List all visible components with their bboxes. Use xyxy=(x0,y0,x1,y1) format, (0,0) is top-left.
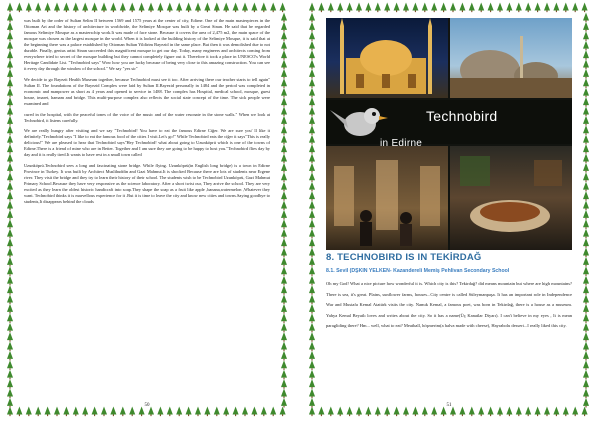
tree-icon xyxy=(583,370,589,380)
tree-icon xyxy=(309,97,315,107)
tree-icon xyxy=(478,3,484,13)
tree-icon xyxy=(309,144,315,154)
tree-icon xyxy=(583,107,589,117)
right-page-text: Oh my God! What a nice picture how wonderful it is. Which city is this? Tekirdağ? did means mountain but where are high mountains? There is sea, it's great. Plains, sunflower farms, houses...City centre is called Süleymanpaşa. It has an important role in Independence War and Mustafa Kemal Atatürk visits the city. Namık Kemal, a famous poet, was born in Tekirdağ, there is a house as a museum. Yahya Kemal Beyatlı loves and writes about the city. So it has a name(Üç Kanatlar Diyarı). I can't believe in my eyes , It is mean paragliding there? Hm... well, what to eat? Meatball, höşmerim(a halva made with cheese), Hayrabolu dessert...I really liked this city. xyxy=(326,281,572,329)
tree-icon xyxy=(7,191,13,201)
tree-icon xyxy=(563,3,569,13)
tree-icon xyxy=(422,3,428,13)
tree-icon xyxy=(281,257,287,267)
tree-icon xyxy=(7,135,13,145)
tree-icon xyxy=(309,342,315,352)
tree-icon xyxy=(506,3,512,13)
tree-icon xyxy=(583,125,589,135)
tree-icon xyxy=(583,351,589,361)
tree-icon xyxy=(583,332,589,342)
tree-icon xyxy=(412,3,418,13)
tree-icon xyxy=(583,238,589,248)
tree-icon xyxy=(7,69,13,79)
tree-icon xyxy=(309,78,315,88)
mosque-photo xyxy=(326,18,448,98)
tree-icon xyxy=(309,88,315,98)
tree-icon xyxy=(309,13,315,23)
tree-icon xyxy=(583,41,589,51)
title-band xyxy=(326,100,572,144)
chapter-heading: 8. TECHNOBIRD IS IN TEKİRDAĞ xyxy=(326,252,482,263)
food-photo xyxy=(380,138,572,250)
tree-icon xyxy=(223,3,229,13)
tree-icon xyxy=(583,182,589,192)
tree-icon xyxy=(7,60,13,70)
tree-icon xyxy=(270,3,276,13)
tree-icon xyxy=(7,257,13,267)
tree-icon xyxy=(394,3,400,13)
tree-icon xyxy=(281,135,287,145)
tree-icon xyxy=(148,3,154,13)
tree-icon xyxy=(309,31,315,41)
tree-icon xyxy=(582,3,588,13)
tree-icon xyxy=(7,342,13,352)
tree-icon xyxy=(7,107,13,117)
tree-icon xyxy=(583,201,589,211)
tree-icon xyxy=(309,125,315,135)
tree-icon xyxy=(535,3,541,13)
paragraph-2: We decide to go Bayezit Health Museum together, because Technobird must see it too. After arriving there our teacher starts to tell again" Sultan II. The foundations of the Bayezid Complex were laid by Sultan II.Bayezid personally in 1484 and the period was completed in economic and manpower as short as 4 years and opened to service in 1488. The complex has Hospital, medical school, mosque, guest house, imaret, hamam and bridge. This multi-purpose complex also reflects the social state concept of the time. The sick people were examined and xyxy=(24,76,270,107)
tree-icon xyxy=(309,22,315,32)
tree-icon xyxy=(7,3,13,13)
tree-icon xyxy=(7,88,13,98)
tree-icon xyxy=(281,163,287,173)
tree-icon xyxy=(583,323,589,333)
tree-icon xyxy=(281,97,287,107)
tree-icon xyxy=(281,342,287,352)
tree-icon xyxy=(281,229,287,239)
left-page xyxy=(4,2,290,420)
tree-icon xyxy=(356,3,362,13)
tree-icon xyxy=(281,323,287,333)
tree-icon xyxy=(309,135,315,145)
tree-icon xyxy=(281,351,287,361)
tree-icon xyxy=(431,3,437,13)
tree-icon xyxy=(309,163,315,173)
tree-icon xyxy=(309,266,315,276)
tree-icon xyxy=(583,313,589,323)
tree-icon xyxy=(281,41,287,51)
tree-icon xyxy=(92,3,98,13)
tree-icon xyxy=(7,31,13,41)
tree-icon xyxy=(583,135,589,145)
tree-icon xyxy=(7,229,13,239)
tree-icon xyxy=(281,191,287,201)
tree-icon xyxy=(281,379,287,389)
tree-icon xyxy=(204,3,210,13)
tree-icon xyxy=(403,3,409,13)
tree-icon xyxy=(7,389,13,399)
tree-icon xyxy=(7,97,13,107)
tree-icon xyxy=(309,285,315,295)
tree-icon xyxy=(195,3,201,13)
tree-icon xyxy=(583,229,589,239)
tree-icon xyxy=(583,285,589,295)
tree-icon xyxy=(186,3,192,13)
tree-icon xyxy=(7,379,13,389)
tree-icon xyxy=(281,313,287,323)
tree-icon xyxy=(281,172,287,182)
page-number-left: 50 xyxy=(144,403,150,408)
tree-icon xyxy=(309,50,315,60)
tree-icon xyxy=(583,342,589,352)
tree-icon xyxy=(281,360,287,370)
tree-icon xyxy=(16,3,22,13)
tree-icon xyxy=(450,3,456,13)
tree-icon xyxy=(459,3,465,13)
paragraph-5: Uzunköprü.Technobird sees a long and fascinating stone bridge. While flying. Uzunköprü(in English long bridge) is a town in Edirne Province in Turkey. It was built by Architect Muslihuddin and Gazi Mahmut.It is shocked Because there are lots of students near Ergene river. They visit the bridge and they try to learn their history of their school. The students wish to be Technobird Uzunköprü, Gazi Mahmut Primary School.Because they have very responsive as the science laboratory. After a short twist our, They arrive the school. They are very excited as they learn the oldest historic handicraft into soap.They shape the soap as a fruit like apple ,banana,watermelon ,Whatever they want. Technobird thinks it is marvellous experience for it .But it is time to leave the city and know new cities and towns.Saying goodbye to students,It disappears behind the clouds xyxy=(24,162,270,205)
tree-icon xyxy=(176,3,182,13)
tree-icon xyxy=(281,332,287,342)
tree-icon xyxy=(309,69,315,79)
tree-icon xyxy=(7,125,13,135)
tree-icon xyxy=(7,219,13,229)
tree-icon xyxy=(63,3,69,13)
tree-icon xyxy=(309,107,315,117)
tree-icon xyxy=(488,3,494,13)
tree-icon xyxy=(35,3,41,13)
photo-collage xyxy=(326,18,572,250)
tree-icon xyxy=(328,3,334,13)
tree-icon xyxy=(82,3,88,13)
tree-icon xyxy=(7,13,13,23)
tree-icon xyxy=(167,3,173,13)
tree-icon xyxy=(281,219,287,229)
tree-icon xyxy=(7,154,13,164)
tree-icon xyxy=(583,257,589,267)
tree-icon xyxy=(233,3,239,13)
tree-icon xyxy=(309,219,315,229)
tree-icon xyxy=(309,389,315,399)
tree-icon xyxy=(281,370,287,380)
tree-icon xyxy=(583,13,589,23)
tree-icon xyxy=(583,31,589,41)
tree-icon xyxy=(7,313,13,323)
tree-icon xyxy=(281,31,287,41)
tree-icon xyxy=(583,191,589,201)
tree-icon xyxy=(583,97,589,107)
tree-icon xyxy=(281,248,287,258)
tree-icon xyxy=(516,3,522,13)
tree-icon xyxy=(309,276,315,286)
tree-icon xyxy=(309,370,315,380)
tree-icon xyxy=(583,154,589,164)
tree-icon xyxy=(73,3,79,13)
tree-icon xyxy=(7,41,13,51)
tree-icon xyxy=(309,172,315,182)
tree-icon xyxy=(583,172,589,182)
tree-icon xyxy=(583,69,589,79)
tree-icon xyxy=(309,229,315,239)
tree-icon xyxy=(7,266,13,276)
tree-icon xyxy=(281,13,287,23)
tree-icon xyxy=(309,332,315,342)
tree-icon xyxy=(281,22,287,32)
tree-icon xyxy=(318,3,324,13)
tree-icon xyxy=(26,3,32,13)
paragraph-1: was built by the order of Sultan Selim II between 1569 and 1575 years at the center of city, Edirne. One of the main masterpieces in the Ottoman Art and the history of architecture in worldwide, the Selimiye Mosque was built by a Great Sinan. He said that he regarded famous Selimiye Mosque as a masterschip work.It was made of face stone. Because it covers the area of 2,475 m2, the main space of the mosque was chosen as the largest mosque in the world. When it is looked at the building history of the Selimiye Mosque, it is said that at the beginning there was a palace established by Ottoman Sultan Yildirim Bayezid in the same place. But then it was demolished due to not durable. Finally, genius artist Sinan succeeded this magnificent mosque to get our day. Today, many engineers and architects coming from everywhere tried to secret of the mosque building but they cannot completely figure out it. Therefore it took a place in UNESCO's World Heritage Candidate List. "Technobird says" Wow how you are lucky because of being very close to this amazing construction. You can see it every day through the window of the school." We say "yes sir" xyxy=(24,18,270,72)
tree-icon xyxy=(309,257,315,267)
tree-icon xyxy=(129,3,135,13)
tree-icon xyxy=(7,78,13,88)
tree-icon xyxy=(281,88,287,98)
right-page xyxy=(306,2,592,420)
tree-icon xyxy=(281,125,287,135)
tree-icon xyxy=(309,182,315,192)
tree-icon xyxy=(365,3,371,13)
sub-heading: 8.1. Sevil (DŞKIN YELKEN- Kazandereli Memiş Pehlivan Secondary School xyxy=(326,268,510,274)
tree-icon xyxy=(281,78,287,88)
tree-icon xyxy=(309,379,315,389)
tree-icon xyxy=(309,154,315,164)
tree-icon xyxy=(45,3,51,13)
tree-icon xyxy=(7,323,13,333)
tree-icon xyxy=(583,116,589,126)
tree-icon xyxy=(281,389,287,399)
tree-icon xyxy=(309,191,315,201)
tree-icon xyxy=(583,210,589,220)
tree-icon xyxy=(281,276,287,286)
tree-icon xyxy=(309,210,315,220)
left-page-text xyxy=(24,18,270,210)
tree-icon xyxy=(525,3,531,13)
paragraph-3: cured in the hospital, with the peaceful tones of the voice of the music and of the water resonate in the stone walls." When we look at Technobird, it listens carefully. xyxy=(24,111,270,123)
tree-icon xyxy=(281,266,287,276)
tree-icon xyxy=(497,3,503,13)
tree-icon xyxy=(251,3,257,13)
tree-icon xyxy=(583,276,589,286)
tree-icon xyxy=(583,304,589,314)
domes-photo xyxy=(450,18,572,98)
tree-icon xyxy=(281,116,287,126)
tree-icon xyxy=(281,69,287,79)
tree-icon xyxy=(157,3,163,13)
tree-icon xyxy=(583,60,589,70)
tree-icon xyxy=(7,351,13,361)
tree-icon xyxy=(7,332,13,342)
tree-icon xyxy=(7,285,13,295)
tree-icon xyxy=(7,360,13,370)
tree-icon xyxy=(139,3,145,13)
tree-icon xyxy=(583,144,589,154)
tree-icon xyxy=(7,144,13,154)
tree-icon xyxy=(7,238,13,248)
tree-icon xyxy=(7,370,13,380)
tree-icon xyxy=(54,3,60,13)
tree-icon xyxy=(309,351,315,361)
tree-icon xyxy=(309,3,315,13)
tree-icon xyxy=(214,3,220,13)
tree-icon xyxy=(110,3,116,13)
tree-icon xyxy=(309,238,315,248)
museum-photo xyxy=(326,146,448,250)
tree-icon xyxy=(309,360,315,370)
tree-icon xyxy=(281,304,287,314)
tree-icon xyxy=(281,50,287,60)
tree-icon xyxy=(583,78,589,88)
tree-icon xyxy=(281,154,287,164)
tree-icon xyxy=(583,266,589,276)
tree-icon xyxy=(583,295,589,305)
tree-icon xyxy=(281,107,287,117)
tree-icon xyxy=(583,22,589,32)
tree-icon xyxy=(7,182,13,192)
tree-icon xyxy=(384,3,390,13)
tree-icon xyxy=(583,163,589,173)
tree-icon xyxy=(544,3,550,13)
tree-icon xyxy=(7,201,13,211)
tree-icon xyxy=(120,3,126,13)
tree-icon xyxy=(583,50,589,60)
tree-icon xyxy=(7,248,13,258)
tree-icon xyxy=(469,3,475,13)
tree-icon xyxy=(309,295,315,305)
tree-icon xyxy=(553,3,559,13)
tree-icon xyxy=(7,276,13,286)
page-number-right: 51 xyxy=(446,403,452,408)
tree-icon xyxy=(7,172,13,182)
tree-icon xyxy=(7,50,13,60)
tree-icon xyxy=(7,116,13,126)
tree-icon xyxy=(7,210,13,220)
photo-title-bottom: in Edirne xyxy=(380,138,423,149)
tree-icon xyxy=(347,3,353,13)
tree-icon xyxy=(309,313,315,323)
tree-icon xyxy=(309,304,315,314)
tree-icon xyxy=(309,248,315,258)
tree-icon xyxy=(281,201,287,211)
photo-title-top: Technobird xyxy=(426,108,498,124)
tree-icon xyxy=(101,3,107,13)
tree-icon xyxy=(441,3,447,13)
tree-icon xyxy=(281,60,287,70)
tree-icon xyxy=(583,88,589,98)
tree-icon xyxy=(242,3,248,13)
paragraph-4: We are really hungry after visiting and we say "Technobird! You have to eat the famous Edirne Ciğer. We are sure you' ll like it definitely."Technobird says "I like to eat the famous food of the cities I visit.Let's go!" While Technobird eats the ciğer it says"This is really delicious!" We are pleased to hear that Technobird says"Hey Technobird! what about going to Uzunköprü which is one of the towns of Edirne.There is a friend of mine who are in Better. Together and I am sure they are going to be happy to host you."Technobird flies day by day and it is really tired.It wants to have rest in a small town called xyxy=(24,128,270,158)
tree-icon xyxy=(281,182,287,192)
tree-icon xyxy=(281,210,287,220)
tree-icon xyxy=(7,304,13,314)
tree-icon xyxy=(309,116,315,126)
tree-icon xyxy=(280,3,286,13)
tree-icon xyxy=(7,22,13,32)
tree-icon xyxy=(281,285,287,295)
tree-icon xyxy=(583,379,589,389)
tree-icon xyxy=(281,238,287,248)
tree-icon xyxy=(572,3,578,13)
tree-icon xyxy=(583,389,589,399)
tree-icon xyxy=(261,3,267,13)
tree-icon xyxy=(583,360,589,370)
tree-icon xyxy=(337,3,343,13)
tree-icon xyxy=(309,201,315,211)
tree-icon xyxy=(309,323,315,333)
tree-icon xyxy=(7,163,13,173)
tree-icon xyxy=(583,219,589,229)
tree-icon xyxy=(7,295,13,305)
tree-icon xyxy=(281,295,287,305)
tree-icon xyxy=(583,248,589,258)
tree-icon xyxy=(309,41,315,51)
tree-icon xyxy=(281,144,287,154)
tree-icon xyxy=(309,60,315,70)
tree-icon xyxy=(375,3,381,13)
